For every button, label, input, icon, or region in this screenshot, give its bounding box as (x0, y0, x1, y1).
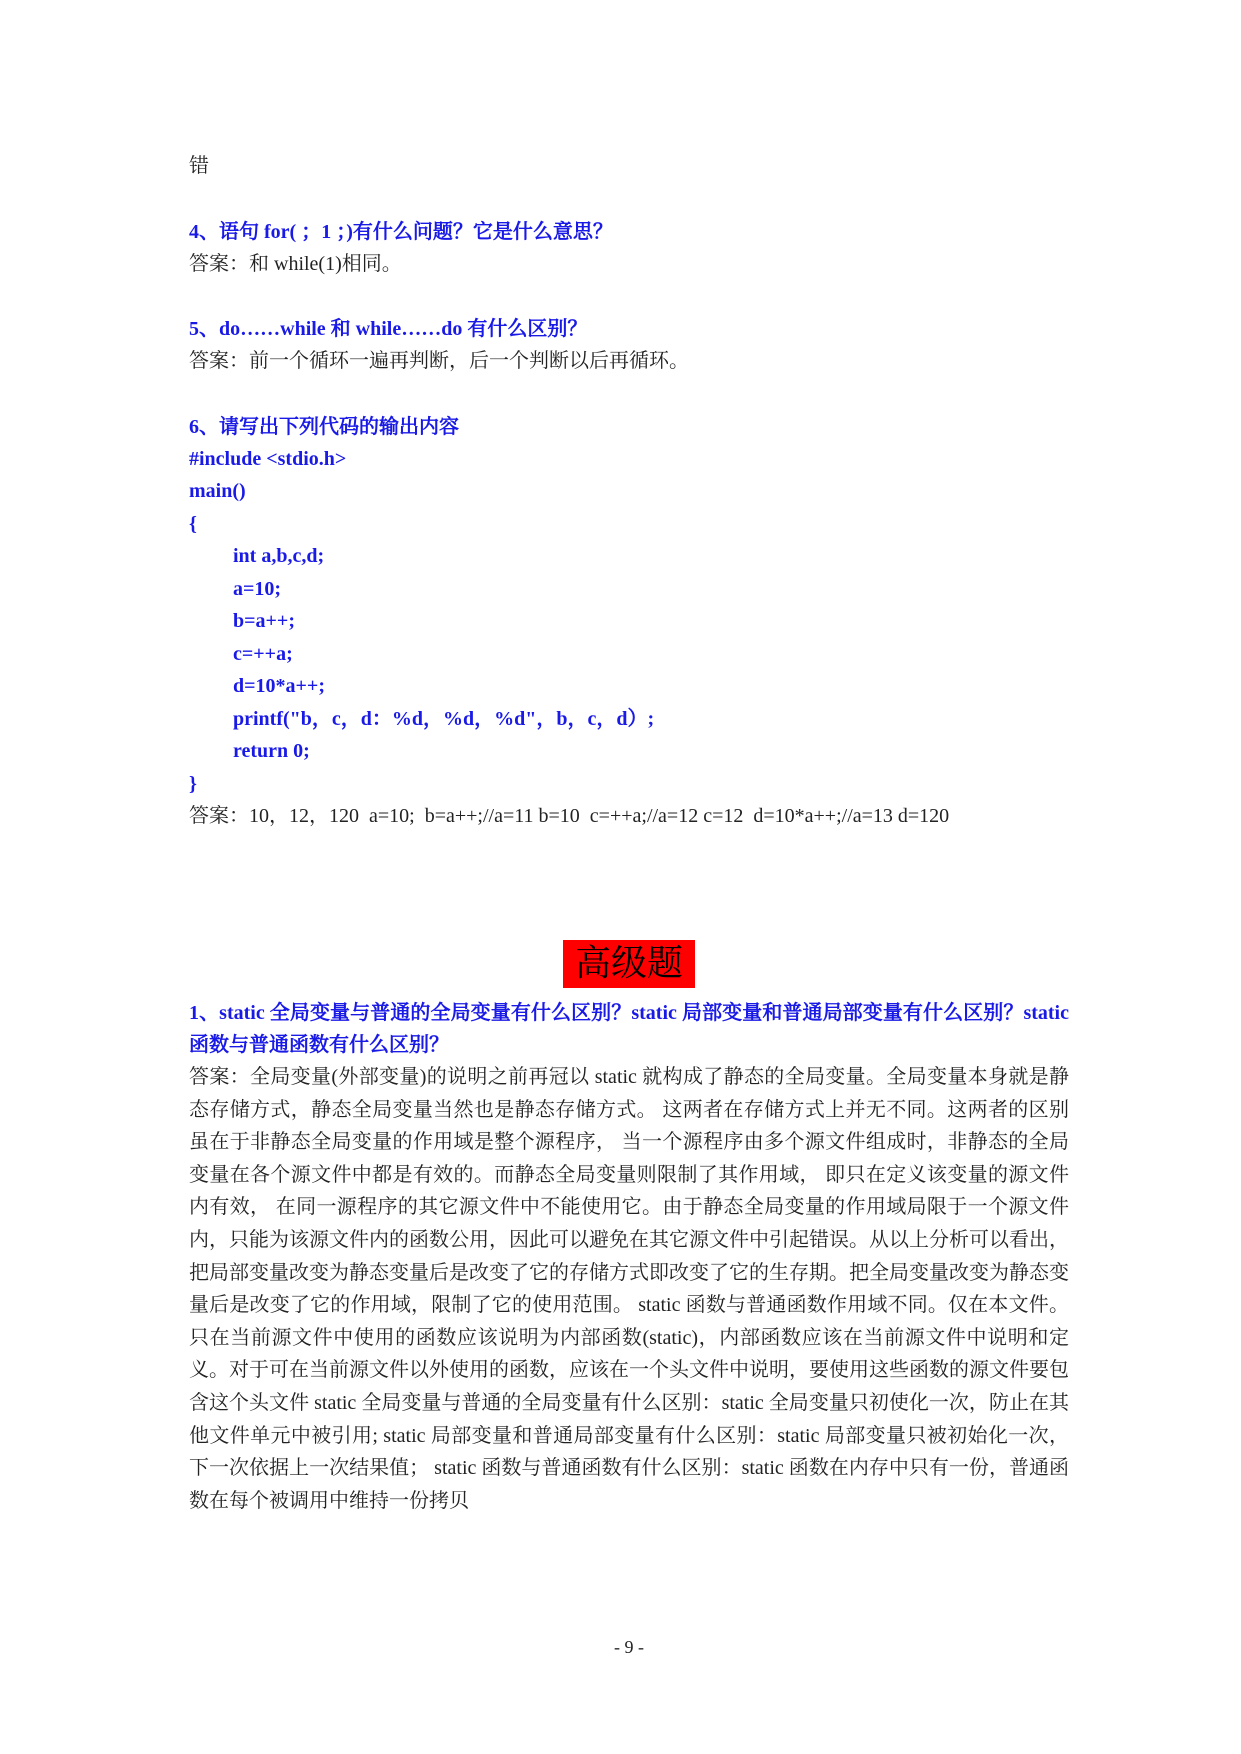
answer-4: 答案：和 while(1)相同。 (189, 253, 402, 275)
code-line: b=a++; (233, 610, 295, 632)
page-number: - 9 - (614, 1637, 644, 1657)
question-6: 6、请写出下列代码的输出内容 (189, 416, 459, 438)
code-line: #include <stdio.h> (189, 448, 347, 470)
code-line: d=10*a++; (233, 675, 325, 697)
question-5: 5、do……while 和 while……do 有什么区别？ (189, 318, 588, 340)
code-line: int a,b,c,d; (233, 545, 325, 567)
code-line: main() (189, 480, 246, 502)
answer-5: 答案：前一个循环一遍再判断，后一个判断以后再循环。 (189, 350, 689, 372)
section-heading: 高级题 (563, 940, 695, 988)
advanced-question-1: 1、static 全局变量与普通的全局变量有什么区别？static 局部变量和普通局部变量有什么区别？static 函数与普通函数有什么区别？ (189, 1002, 1069, 1056)
code-line: { (189, 513, 197, 535)
code-line: return 0; (233, 740, 310, 762)
code-line: a=10; (233, 578, 282, 600)
code-line: printf("b，c，d：%d，%d，%d"，b，c，d）; (233, 708, 655, 730)
answer-6: 答案：10，12，120 a=10; b=a++;//a=11 b=10 c=++a;//a=12 c=12 d=10*a++;//a=13 d=120 (189, 805, 950, 827)
document-page (189, 0, 1069, 1754)
question-4: 4、语句 for( ；1 ；)有什么问题？它是什么意思？ (189, 221, 613, 243)
code-line: c=++a; (233, 643, 293, 665)
code-line: } (189, 773, 197, 795)
advanced-answer-1: 答案：全局变量(外部变量)的说明之前再冠以 static 就构成了静态的全局变量。全局变量本身就是静态存储方式，静态全局变量当然也是静态存储方式。 这两者在存储方式上并无不同。这两者的区别虽在于非静态全局变量的作用域是整个源程序， 当一个源程序由多个源文件组成时，非静态的全局变量在各个源文件中都是有效的。而静态全局变量则限制了其作用域， 即只在定义该变量的源文件内有效， 在同一源程序的其它源文件中不能使用它。由于静态全局变量的作用域局限于一个源文件内，只能为该源文件内的函数公用，因此可以避免在其它源文件中引起错误。从以上分析可以看出， 把局部变量改变为静态变量后是改变了它的存储方式即改变了它的生存期。把全局变量改变为静态变量后是改变了它的作用域，限制了它的使用范围。 static 函数与普通函数作用域不同。仅在本文件。只在当前源文件中使用的函数应该说明为内部函数(static)，内部函数应该在当前源文件中说明和定义。对于可在当前源文件以外使用的函数，应该在一个头文件中说明，要使用这些函数的源文件要包含这个头文件 static 全局变量与普通的全局变量有什么区别：static 全局变量只初使化一次，防止在其他文件单元中被引用; static 局部变量和普通局部变量有什么区别：static 局部变量只被初始化一次，下一次依据上一次结果值； static 函数与普通函数有什么区别：static 函数在内存中只有一份，普通函数在每个被调用中维持一份拷贝 (189, 1066, 1069, 1512)
section-heading-wrap (189, 940, 1069, 988)
top-word: 错 (189, 155, 209, 177)
